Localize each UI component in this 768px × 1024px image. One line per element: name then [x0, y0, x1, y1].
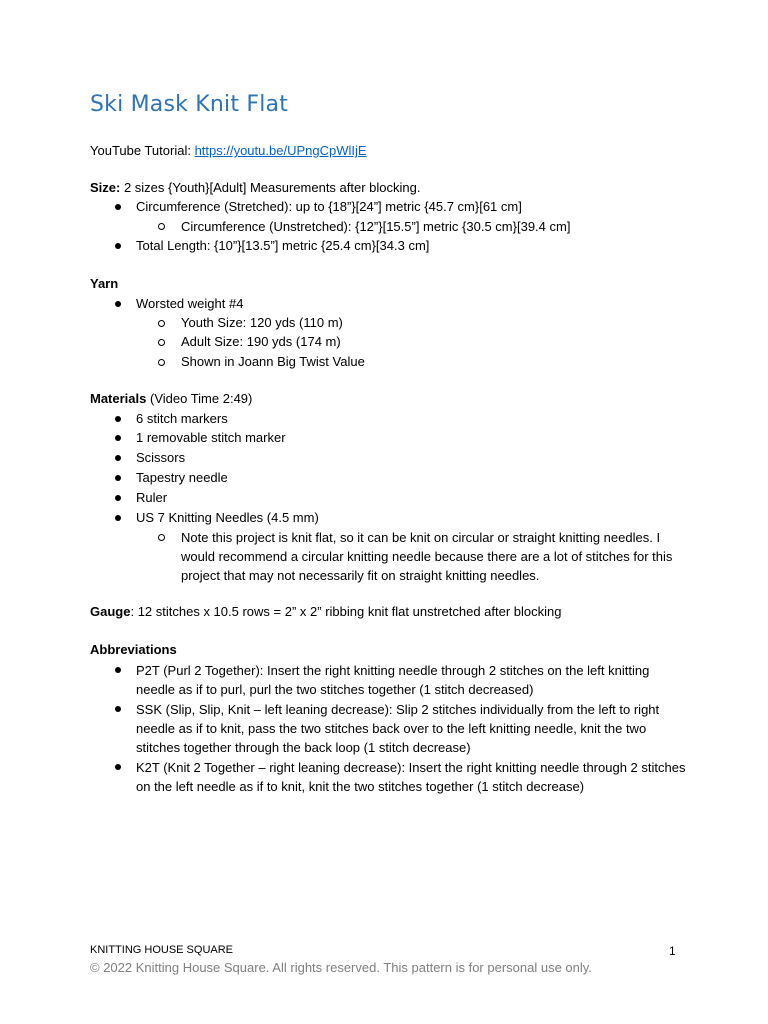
materials-item: 1 removable stitch marker [136, 430, 286, 445]
materials-heading: Materials [90, 391, 147, 406]
circle-bullet-icon [158, 359, 165, 366]
bullet-icon [115, 515, 121, 521]
abbreviations-heading: Abbreviations [90, 642, 177, 657]
youtube-link[interactable]: https://youtu.be/UPngCpWlIjE [194, 143, 367, 158]
yarn-subitem: Adult Size: 190 yds (174 m) [181, 334, 341, 349]
circle-bullet-icon [158, 320, 165, 327]
materials-item: Scissors [136, 450, 186, 465]
materials-item: Ruler [136, 490, 168, 505]
bullet-icon [115, 435, 121, 441]
page-number: 1 [669, 944, 676, 958]
abbreviation-item: P2T (Purl 2 Together): Insert the right knitting needle through 2 stitches on the left knitting needle as if to purl, purl the two stitches together (1 stitch decreased) [136, 663, 650, 697]
page-title: Ski Mask Knit Flat [90, 92, 289, 117]
circle-bullet-icon [158, 223, 165, 230]
gauge-heading: Gauge [90, 604, 131, 619]
youtube-line [90, 142, 367, 160]
circle-bullet-icon [158, 339, 165, 346]
gauge-text: : 12 stitches x 10.5 rows = 2” x 2” ribbing knit flat unstretched after blocking [130, 604, 562, 619]
bullet-icon [115, 667, 121, 673]
materials-item: 6 stitch markers [136, 411, 228, 426]
copyright-notice: © 2022 Knitting House Square. All rights reserved. This pattern is for personal use only. [90, 960, 592, 975]
bullet-icon [115, 706, 121, 712]
size-subitem: Circumference (Unstretched): {12”}[15.5”] metric {30.5 cm}[39.4 cm] [181, 219, 571, 234]
bullet-icon [115, 204, 121, 210]
bullet-icon [115, 475, 121, 481]
size-line [90, 179, 420, 197]
yarn-subitem: Shown in Joann Big Twist Value [181, 354, 365, 369]
yarn-heading: Yarn [90, 276, 119, 291]
materials-subnote: Note this project is knit flat, so it can be knit on circular or straight knitting needles. I would recommend a circular knitting needle because there are a lot of stitches for this project that may not necessarily fit on straight knitting needles. [181, 530, 673, 583]
yarn-item: Worsted weight #4 [136, 296, 244, 311]
abbreviation-item: K2T (Knit 2 Together – right leaning decrease): Insert the right knitting needle through 2 stitches on the left needle as if to knit, knit the two stitches together (1 stitch decrease) [136, 760, 686, 794]
yarn-subitem: Youth Size: 120 yds (110 m) [181, 315, 343, 330]
bullet-icon [115, 764, 121, 770]
bullet-icon [115, 455, 121, 461]
size-text: 2 sizes {Youth}[Adult] Measurements after blocking. [120, 180, 421, 195]
abbreviation-item: SSK (Slip, Slip, Knit – left leaning decrease): Slip 2 stitches individually from the left to right needle as if to knit, pass the two stitches back over to the left knitting needle, knit the two stitches together through the back loop (1 stitch decrease) [136, 702, 660, 755]
materials-line [90, 390, 252, 408]
bullet-icon [115, 416, 121, 422]
youtube-label: YouTube Tutorial: [90, 143, 195, 158]
gauge-line [90, 603, 562, 621]
bullet-icon [115, 495, 121, 501]
materials-note: (Video Time 2:49) [146, 391, 253, 406]
bullet-icon [115, 243, 121, 249]
circle-bullet-icon [158, 534, 165, 541]
size-heading: Size: [90, 180, 121, 195]
size-item: Total Length: {10”}[13.5”] metric {25.4 cm}[34.3 cm] [136, 238, 430, 253]
materials-item: Tapestry needle [136, 470, 228, 485]
footer-brand: KNITTING HOUSE SQUARE [90, 944, 234, 956]
materials-item: US 7 Knitting Needles (4.5 mm) [136, 510, 319, 525]
bullet-icon [115, 301, 121, 307]
size-item: Circumference (Stretched): up to {18”}[24”] metric {45.7 cm}[61 cm] [136, 199, 522, 214]
